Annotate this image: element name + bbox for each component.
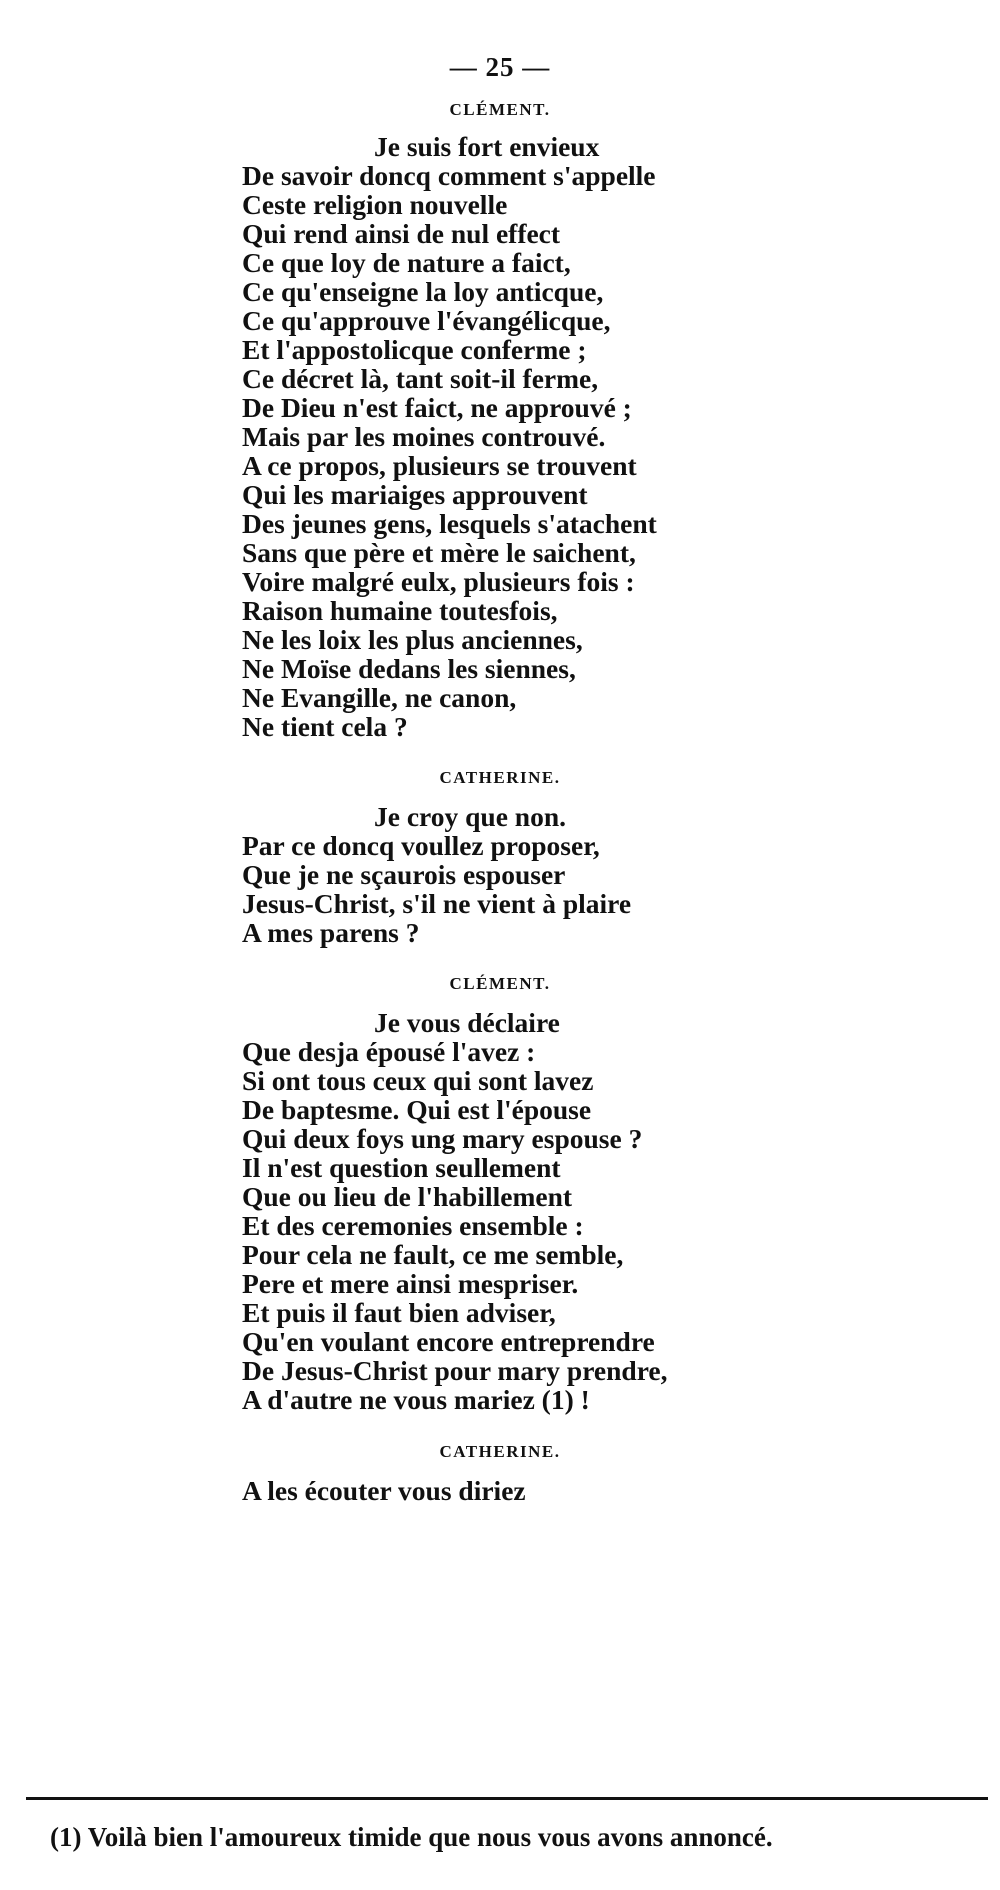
verse-line: Je vous déclaire <box>374 1007 560 1038</box>
verse-line: Jesus-Christ, s'il ne vient à plaire <box>242 888 632 919</box>
speaker-heading: CATHERINE. <box>439 1442 561 1461</box>
verse-line: Et puis il faut bien adviser, <box>242 1297 556 1328</box>
verse-line: Raison humaine toutesfois, <box>242 595 558 626</box>
verse-line: Je croy que non. <box>374 801 567 832</box>
verse-line: Qui rend ainsi de nul effect <box>242 218 561 249</box>
verse-line: Par ce doncq voullez proposer, <box>242 830 600 861</box>
verse-line: De savoir doncq comment s'appelle <box>242 160 656 191</box>
verse-line: Je suis fort envieux <box>374 131 600 162</box>
verse-line: A les écouter vous diriez <box>242 1475 526 1506</box>
speaker-heading: CATHERINE. <box>439 768 561 787</box>
verse-line: De baptesme. Qui est l'épouse <box>242 1094 592 1125</box>
footnote-rule <box>26 1797 988 1800</box>
verse-line: Pour cela ne fault, ce me semble, <box>242 1239 624 1270</box>
verse-line: De Dieu n'est faict, ne approuvé ; <box>242 392 632 423</box>
verse-line: Que desja épousé l'avez : <box>242 1036 536 1067</box>
verse-line: Que ou lieu de l'habillement <box>242 1181 573 1212</box>
verse-line: Ne Moïse dedans les siennes, <box>242 653 576 684</box>
verse-line: A mes parens ? <box>242 917 420 948</box>
verse-line: Ce qu'approuve l'évangélicque, <box>242 305 611 336</box>
verse-line: Pere et mere ainsi mespriser. <box>242 1268 579 1299</box>
verse-line: Voire malgré eulx, plusieurs fois : <box>242 566 635 597</box>
verse-line: Ce qu'enseigne la loy anticque, <box>242 276 604 307</box>
verse-line: Ne tient cela ? <box>242 711 408 742</box>
verse-line: Qu'en voulant encore entreprendre <box>242 1326 655 1357</box>
speaker-heading: CLÉMENT. <box>449 100 551 119</box>
verse-line: Des jeunes gens, lesquels s'atachent <box>242 508 657 539</box>
verse-line: Ce décret là, tant soit-il ferme, <box>242 363 599 394</box>
verse-line: Qui deux foys ung mary espouse ? <box>242 1123 643 1154</box>
speaker-heading: CLÉMENT. <box>449 974 551 993</box>
verse-line: Il n'est question seullement <box>242 1152 561 1183</box>
verse-line: A d'autre ne vous mariez (1) ! <box>242 1384 590 1415</box>
verse-line: De Jesus-Christ pour mary prendre, <box>242 1355 668 1386</box>
verse-line: Que je ne sçaurois espouser <box>242 859 566 890</box>
verse-line: Si ont tous ceux qui sont lavez <box>242 1065 594 1096</box>
verse-line: Sans que père et mère le saichent, <box>242 537 636 568</box>
footnote: (1) Voilà bien l'amoureux timide que nous vous avons annoncé. <box>50 1822 773 1852</box>
verse-line: Et l'appostolicque conferme ; <box>242 334 587 365</box>
verse-line: Ceste religion nouvelle <box>242 189 508 220</box>
verse-line: Qui les mariaiges approuvent <box>242 479 588 510</box>
verse-line: Et des ceremonies ensemble : <box>242 1210 584 1241</box>
verse-line: Ne les loix les plus anciennes, <box>242 624 583 655</box>
verse-line: Ne Evangille, ne canon, <box>242 682 517 713</box>
verse-line: A ce propos, plusieurs se trouvent <box>242 450 637 481</box>
page-number: — 25 — <box>449 52 551 82</box>
verse-line: Ce que loy de nature a faict, <box>242 247 571 278</box>
verse-line: Mais par les moines controuvé. <box>242 421 606 452</box>
